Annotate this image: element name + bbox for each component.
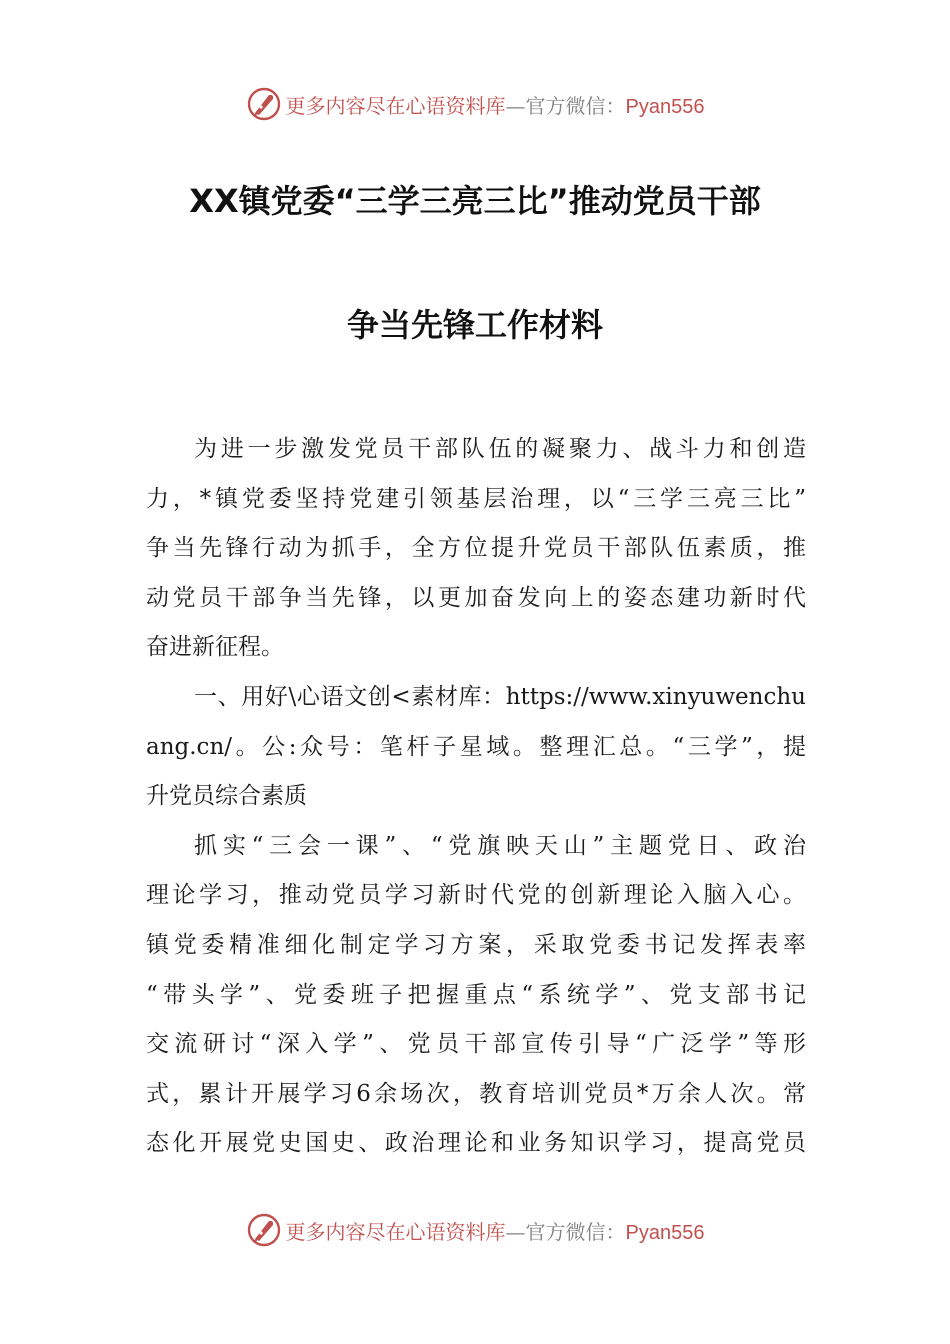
quill-pen-logo-icon (246, 1212, 282, 1248)
watermark-lead: 更多内容尽在心语资料库 (285, 1219, 506, 1244)
document-title-line-1: XX镇党委“三学三亮三比”推动党员干部 (189, 182, 761, 220)
body-line: 为进一步激发党员干部队伍的凝聚力、战斗力和创造 (194, 436, 806, 462)
body-line: 力，*镇党委坚持党建引领基层治理，以“三学三亮三比” (146, 485, 806, 512)
body-line: 交流研讨“深入学”、党员干部宣传引导“广泛学”等形 (146, 1031, 806, 1058)
body-line: 升党员综合素质 (146, 783, 307, 810)
body-line: 争当先锋行动为抓手，全方位提升党员干部队伍素质，推 (146, 535, 806, 562)
watermark-lead: 更多内容尽在心语资料库 (285, 93, 506, 118)
watermark-text (286, 90, 705, 119)
body-line: 动党员干部争当先锋，以更加奋发向上的姿态建功新时代 (146, 584, 806, 611)
body-line: 态化开展党史国史、政治理论和业务知识学习，提高党员 (146, 1130, 806, 1157)
body-line: 抓实“三会一课”、“党旗映天山”主题党日、政治 (194, 832, 806, 859)
body-line: 奋进新征程。 (146, 634, 284, 661)
quill-pen-logo-icon (246, 86, 282, 122)
header-watermark (0, 82, 950, 126)
body-line: “带头学”、党委班子把握重点“系统学”、党支部书记 (146, 981, 806, 1008)
watermark-text (286, 1216, 705, 1245)
body-line: 理论学习，推动党员学习新时代党的创新理论入脑入心。 (146, 882, 806, 909)
watermark-wechat-label: 官方微信： (525, 1219, 626, 1244)
watermark-separator: — (505, 1219, 526, 1244)
body-line: 镇党委精准细化制定学习方案，采取党委书记发挥表率 (146, 931, 806, 958)
watermark-account: Pyan556 (625, 95, 705, 118)
body-line: 式，累计开展学习6余场次，教育培训党员*万余人次。常 (146, 1080, 806, 1107)
body-line: 一、用好\心语文创<素材库：https://www.xinyuwenchu (194, 683, 806, 710)
watermark-wechat-label: 官方微信： (525, 93, 626, 118)
document-title-line-2: 争当先锋工作材料 (346, 306, 603, 344)
body-line: ang.cn/。公:众号：笔杆子星域。整理汇总。“三学”，提 (146, 733, 806, 760)
document-body (146, 425, 806, 1169)
watermark-separator: — (505, 93, 526, 118)
footer-watermark (0, 1208, 950, 1252)
watermark-account: Pyan556 (625, 1221, 705, 1244)
